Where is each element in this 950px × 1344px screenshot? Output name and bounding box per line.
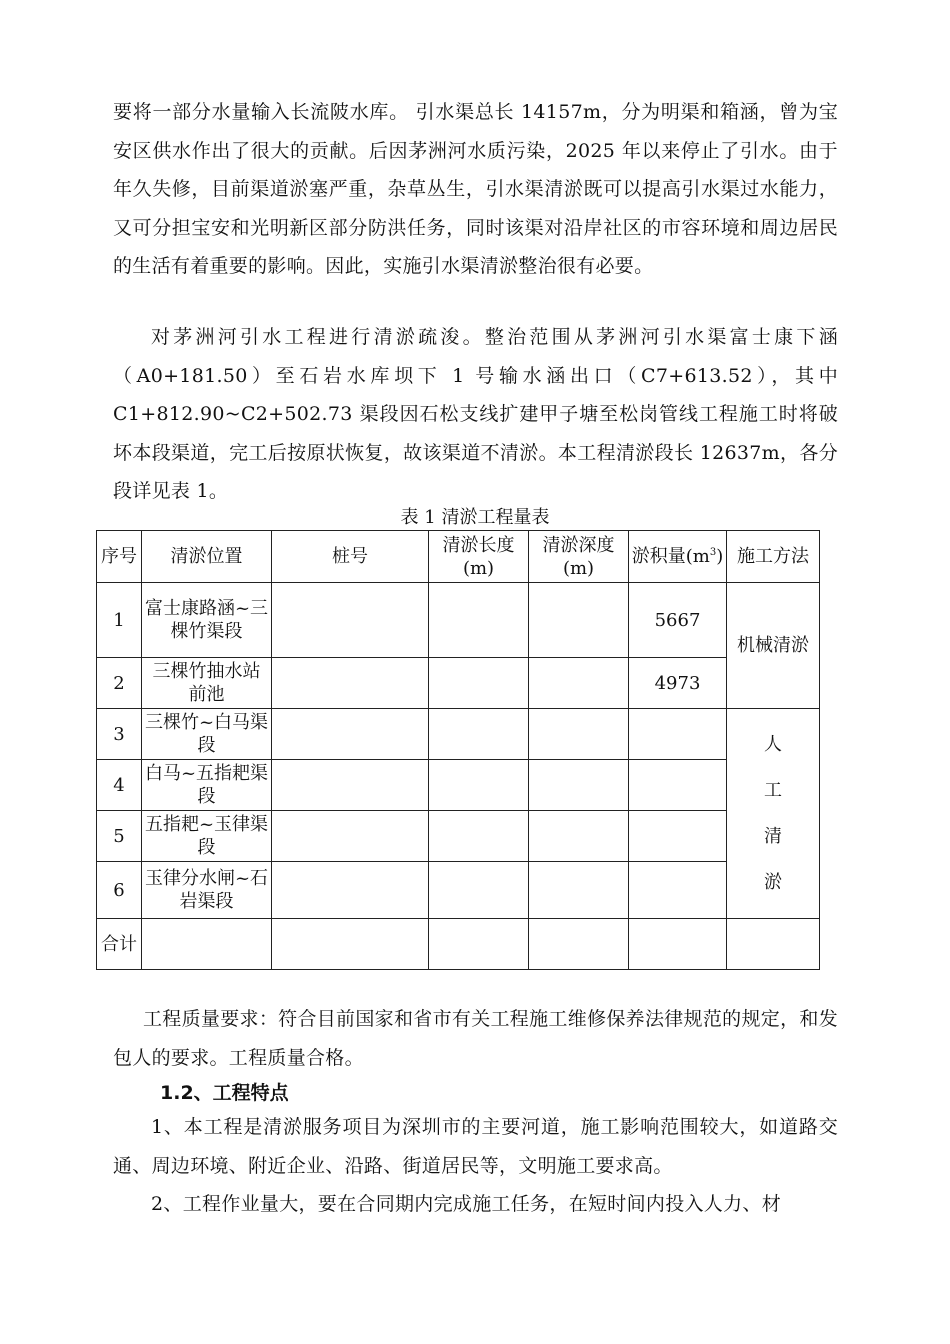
row-length (429, 709, 529, 760)
header-volume: 淤积量$(m^3)$ (629, 531, 727, 583)
total-label: 合计 (97, 919, 142, 970)
row-length (429, 862, 529, 919)
header-location: 清淤位置 (142, 531, 272, 583)
row-location: 三棵竹抽水站前池 (142, 658, 272, 709)
header-seq: 序号 (97, 531, 142, 583)
row-length (429, 583, 529, 658)
row-stake (272, 658, 429, 709)
row-depth (529, 862, 629, 919)
row-location: 白马~五指耙渠段 (142, 760, 272, 811)
row-volume: 4973 (629, 658, 727, 709)
table-row (97, 658, 820, 709)
table-caption: 表 1 清淤工程量表 (400, 507, 550, 528)
row-depth (529, 709, 629, 760)
header-stake: 桩号 (272, 531, 429, 583)
table-header-row (97, 531, 820, 583)
row-volume (629, 862, 727, 919)
row-seq: 6 (97, 862, 142, 919)
row-volume (629, 709, 727, 760)
row-stake (272, 862, 429, 919)
row-depth (529, 583, 629, 658)
row-stake (272, 709, 429, 760)
row-volume (629, 760, 727, 811)
table-total-row (97, 919, 820, 970)
header-depth: 清淤深度(m) (529, 531, 629, 583)
row-location: 三棵竹~白马渠段 (142, 709, 272, 760)
row-stake (272, 760, 429, 811)
row-length (429, 658, 529, 709)
header-length: 清淤长度(m) (429, 531, 529, 583)
row-location: 玉律分水闸~石岩渠段 (142, 862, 272, 919)
row-volume (629, 811, 727, 862)
table-row (97, 862, 820, 919)
paragraph-quality: 工程质量要求：符合目前国家和省市有关工程施工维修保养法律规范的规定，和发包人的要求。工程质量合格。 (113, 1008, 838, 1069)
row-location: 富士康路涵~三棵竹渠段 (142, 583, 272, 658)
row-depth (529, 760, 629, 811)
paragraph-feature-1: 1、本工程是清淤服务项目为深圳市的主要河道，施工影响范围较大，如道路交通、周边环境、附近企业、沿路、街道居民等，文明施工要求高。 (113, 1116, 838, 1177)
row-seq: 4 (97, 760, 142, 811)
method-manual: 人 工 清 淤 (727, 709, 820, 919)
dredging-quantity-table (96, 530, 820, 970)
row-seq: 5 (97, 811, 142, 862)
header-method: 施工方法 (727, 531, 820, 583)
table-row (97, 811, 820, 862)
row-length (429, 760, 529, 811)
row-seq: 2 (97, 658, 142, 709)
table-row (97, 583, 820, 658)
paragraph-feature-2: 2、工程作业量大，要在合同期内完成施工任务，在短时间内投入人力、材 (151, 1193, 781, 1215)
section-heading: 1.2、工程特点 (160, 1082, 289, 1104)
row-seq: 3 (97, 709, 142, 760)
paragraph-intro: 要将一部分水量输入长流陂水库。 引水渠总长 14157m，分为明渠和箱涵，曾为宝安区供水作出了很大的贡献。后因茅洲河水质污染，2025 年以来停止了引水。由于年久失修，目前渠道淤塞严重，杂草丛生，引水渠清淤既可以提高引水渠过水能力，又可分担宝安和光明新区部分防洪任务，同时该渠对沿岸社区的市容环境和周边居民的生活有着重要的影响。因此，实施引水渠清淤整治很有必要。 (113, 101, 838, 277)
row-stake (272, 811, 429, 862)
table-row (97, 760, 820, 811)
method-machine: 机械清淤 (727, 583, 820, 709)
row-seq: 1 (97, 583, 142, 658)
row-depth (529, 658, 629, 709)
table-row (97, 709, 820, 760)
row-depth (529, 811, 629, 862)
row-volume: 5667 (629, 583, 727, 658)
row-location: 五指耙~玉律渠段 (142, 811, 272, 862)
paragraph-scope: 对茅洲河引水工程进行清淤疏浚。整治范围从茅洲河引水渠富士康下涵（A0+181.50）至石岩水库坝下 1 号输水涵出口（C7+613.52），其中 C1+812.90~C2+502.73 渠段因石松支线扩建甲子塘至松岗管线工程施工时将破坏本段渠道，完工后按原状恢复，故该渠道不清淤。本工程清淤段长 12637m，各分段详见表 1。 (113, 326, 838, 502)
row-length (429, 811, 529, 862)
row-stake (272, 583, 429, 658)
